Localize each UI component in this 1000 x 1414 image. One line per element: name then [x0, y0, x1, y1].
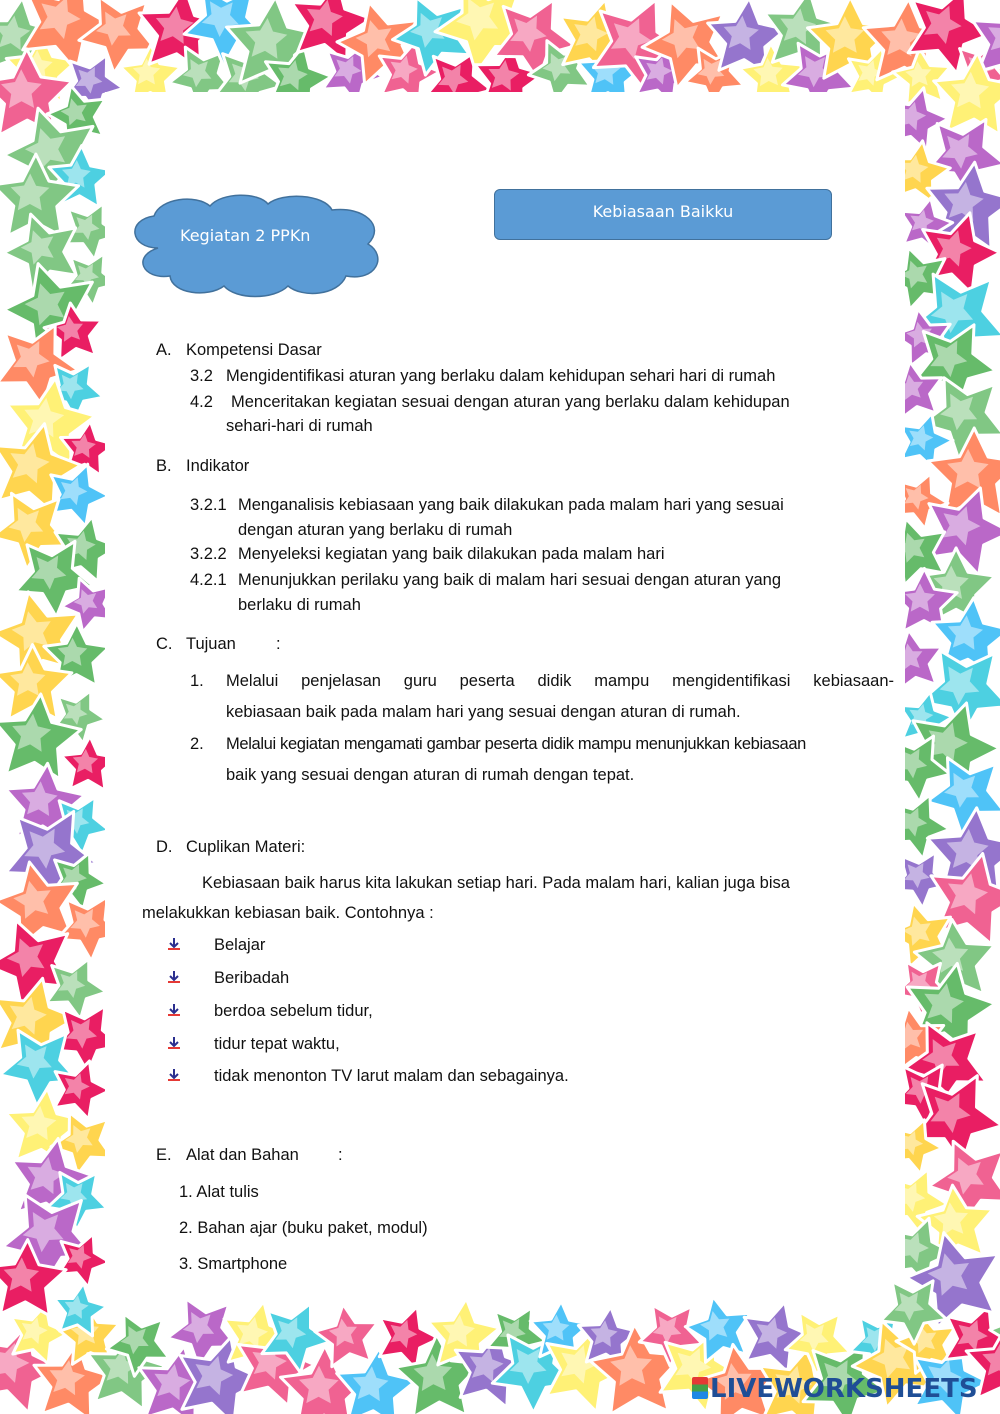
- liveworksheets-logo-icon: [692, 1377, 708, 1399]
- indicator-text: Menganalisis kebiasaan yang baik dilakukan pada malam hari yang sesuai: [238, 496, 784, 514]
- arrow-bullet-icon: [167, 970, 181, 984]
- kd-text: Mengidentifikasi aturan yang berlaku dalam kehidupan sehari hari di rumah: [226, 367, 776, 385]
- bullet-item: berdoa sebelum tidur,: [214, 1002, 373, 1020]
- arrow-bullet-icon: [167, 1036, 181, 1050]
- indicator-text: dengan aturan yang berlaku di rumah: [238, 521, 513, 539]
- cloud-shape: [118, 190, 398, 302]
- indicator-number: 4.2.1: [190, 571, 227, 589]
- section-a-letter: A.: [156, 341, 172, 359]
- section-e-heading: Alat dan Bahan: [186, 1146, 299, 1164]
- indicator-text: Menunjukkan perilaku yang baik di malam hari sesuai dengan aturan yang: [238, 571, 782, 589]
- arrow-bullet-icon: [167, 1003, 181, 1017]
- indicator-number: 3.2.1: [190, 496, 227, 514]
- material-paragraph: melakukkan kebiasan baik. Contohnya :: [142, 904, 434, 922]
- bullet-item: Beribadah: [214, 969, 290, 987]
- indicator-number: 3.2.2: [190, 545, 227, 563]
- bullet-item: tidur tepat waktu,: [214, 1035, 340, 1053]
- goal-number: 2.: [190, 735, 204, 753]
- section-b-letter: B.: [156, 457, 172, 475]
- section-d-letter: D.: [156, 838, 173, 856]
- goal-text: baik yang sesuai dengan aturan di rumah dengan tepat.: [226, 766, 635, 784]
- goal-text: Melalui kegiatan mengamati gambar peserta didik mampu menunjukkan kebiasaan: [226, 735, 807, 753]
- tool-item: 1. Alat tulis: [179, 1183, 259, 1201]
- goal-number: 1.: [190, 672, 204, 690]
- material-paragraph: Kebiasaan baik harus kita lakukan setiap hari. Pada malam hari, kalian juga bisa: [202, 874, 790, 892]
- kd-text: sehari-hari di rumah: [226, 417, 373, 435]
- bullet-item: tidak menonton TV larut malam dan sebagainya.: [214, 1067, 569, 1085]
- tool-item: 3. Smartphone: [179, 1255, 288, 1273]
- section-e-letter: E.: [156, 1146, 172, 1164]
- section-e-colon: :: [338, 1146, 343, 1164]
- section-c-colon: :: [276, 635, 281, 653]
- bullet-item: Belajar: [214, 936, 266, 954]
- section-a-heading: Kompetensi Dasar: [186, 341, 322, 359]
- section-c-heading: Tujuan: [186, 635, 236, 653]
- watermark-text: LIVEWORKSHEETS: [710, 1374, 978, 1404]
- activity-label: Kegiatan 2 PPKn: [180, 226, 311, 245]
- kd-text: Menceritakan kegiatan sesuai dengan aturan yang berlaku dalam kehidupan: [231, 393, 790, 411]
- section-b-heading: Indikator: [186, 457, 250, 475]
- kd-number: 3.2: [190, 367, 213, 385]
- watermark: [692, 1374, 978, 1406]
- arrow-bullet-icon: [167, 1068, 181, 1082]
- arrow-bullet-icon: [167, 937, 181, 951]
- kd-number: 4.2: [190, 393, 213, 411]
- section-d-heading: Cuplikan Materi:: [186, 838, 306, 856]
- star-icon: [58, 1234, 110, 1287]
- indicator-text: Menyeleksi kegiatan yang baik dilakukan pada malam hari: [238, 545, 665, 563]
- goal-text: Melalui penjelasan guru peserta didik mampu mengidentifikasi kebiasaan-: [226, 672, 894, 690]
- tool-item: 2. Bahan ajar (buku paket, modul): [179, 1219, 428, 1237]
- goal-text: kebiasaan baik pada malam hari yang sesuai dengan aturan di rumah.: [226, 703, 741, 721]
- section-c-letter: C.: [156, 635, 173, 653]
- title-banner: Kebiasaan Baikku: [494, 189, 832, 240]
- indicator-text: berlaku di rumah: [238, 596, 361, 614]
